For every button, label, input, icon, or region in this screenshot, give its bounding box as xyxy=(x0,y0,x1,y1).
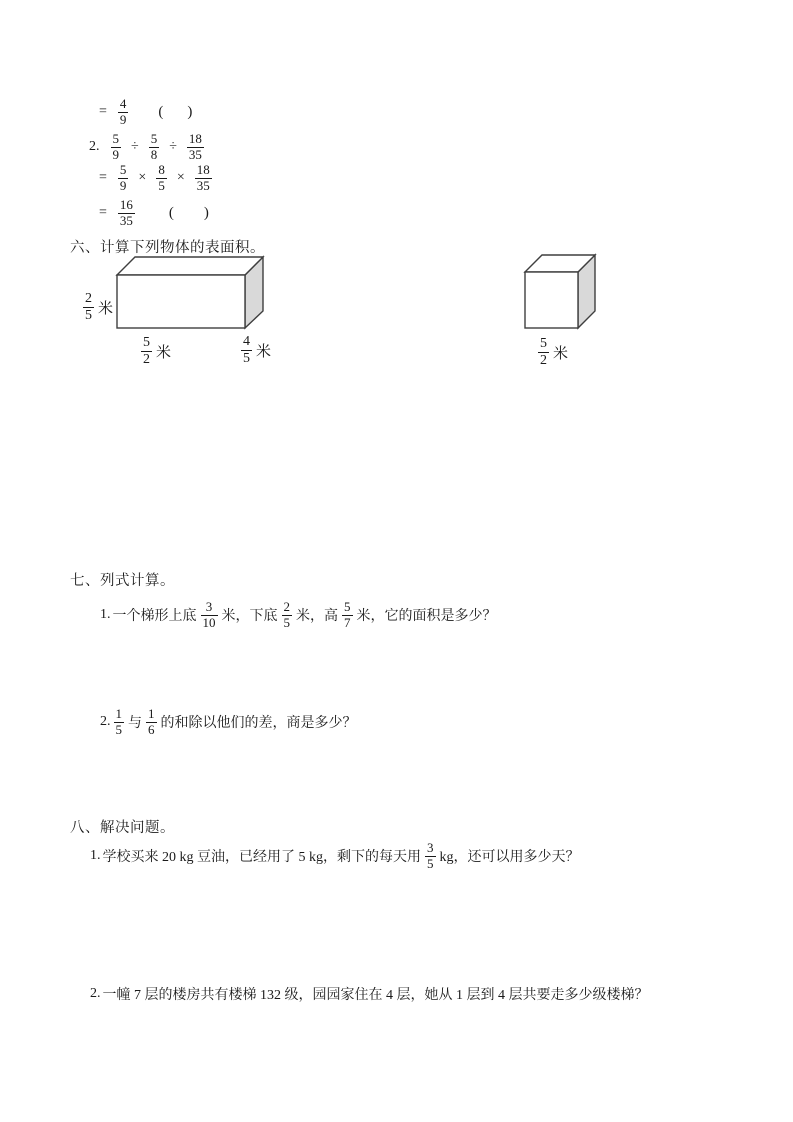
divide-sign: ÷ xyxy=(131,139,139,154)
fraction: $\frac{2}{5}$ xyxy=(283,598,290,630)
unit-label: 米 xyxy=(156,345,172,362)
fraction: $\frac{4}{9}$ xyxy=(119,95,127,127)
problem-8-1 xyxy=(90,837,580,875)
cube-figure xyxy=(518,248,603,333)
problem-text: 米，下底 xyxy=(221,609,278,624)
close-paren: ) xyxy=(203,204,209,221)
problem-text: 与 xyxy=(128,716,142,731)
fraction: $\frac{5}{9}$ xyxy=(119,161,127,193)
section-7-header: 七、列式计算。 xyxy=(70,573,175,589)
problem-text: 一幢 7 层的楼房共有楼梯 132 级，园园家住在 4 层，她从 1 层到 4 层共要走多少级楼梯？ xyxy=(102,988,649,1003)
fraction: $\frac{18}{35}$ xyxy=(188,130,202,162)
problem-text: 一个梯形上底 xyxy=(112,609,197,624)
divide-sign: ÷ xyxy=(169,139,177,154)
problem-8-2 xyxy=(90,984,649,1004)
fraction: $\frac{4}{5}$ xyxy=(243,334,250,367)
equals-sign: = xyxy=(99,205,107,220)
problem-text: 米，高 xyxy=(296,609,338,624)
fraction: $\frac{1}{5}$ xyxy=(115,705,122,737)
item-number: 2. xyxy=(90,986,101,1001)
open-paren: ( xyxy=(168,204,174,221)
math-line-problem-2 xyxy=(89,130,208,164)
fraction: $\frac{5}{7}$ xyxy=(344,598,351,630)
item-number: 1. xyxy=(100,607,111,622)
problem-text: 米，它的面积是多少？ xyxy=(356,609,497,624)
fraction: $\frac{5}{9}$ xyxy=(112,130,119,162)
multiply-sign: × xyxy=(176,170,185,185)
item-number: 2. xyxy=(89,139,100,154)
section-6-header: 六、计算下列物体的表面积。 xyxy=(70,240,265,256)
unit-label: 米 xyxy=(553,346,569,363)
multiply-sign: × xyxy=(138,170,147,185)
fraction: $\frac{5}{8}$ xyxy=(150,130,158,162)
unit-label: 米 xyxy=(98,301,114,318)
open-paren: ( xyxy=(158,103,164,120)
cuboid-front-face xyxy=(117,275,245,328)
cuboid-height-label xyxy=(82,291,113,324)
fraction: $\frac{5}{2}$ xyxy=(143,335,150,368)
fraction: $\frac{18}{35}$ xyxy=(196,161,210,193)
fraction: $\frac{8}{5}$ xyxy=(158,161,165,193)
section-8-header: 八、解决问题。 xyxy=(70,820,175,836)
cuboid-length-label xyxy=(140,335,171,368)
cuboid-width-label xyxy=(240,334,271,367)
cube-edge-label xyxy=(537,336,568,369)
fraction: $\frac{16}{35}$ xyxy=(119,196,133,228)
equals-sign: = xyxy=(99,104,107,119)
problem-text: 学校买来 20 kg 豆油，已经用了 5 kg，剩下的每天用 xyxy=(102,850,421,865)
equals-sign: = xyxy=(99,170,107,185)
cube-front-face xyxy=(525,272,578,328)
item-number: 1. xyxy=(90,848,101,863)
unit-label: 米 xyxy=(256,344,272,361)
fraction: $\frac{5}{2}$ xyxy=(540,336,547,369)
close-paren: ) xyxy=(187,103,193,120)
problem-7-2 xyxy=(100,701,357,743)
fraction: $\frac{2}{5}$ xyxy=(85,291,92,324)
item-number: 2. xyxy=(100,714,111,729)
cuboid-top-face xyxy=(117,257,263,275)
math-line-step xyxy=(99,161,216,195)
fraction: $\frac{1}{6}$ xyxy=(148,705,155,737)
math-line-result-1 xyxy=(99,96,192,128)
problem-text: kg，还可以用多少天？ xyxy=(439,850,580,865)
fraction: $\frac{3}{5}$ xyxy=(427,839,434,871)
cuboid-figure xyxy=(110,249,270,333)
problem-text: 的和除以他们的差，商是多少？ xyxy=(160,716,357,731)
fraction: $\frac{3}{10}$ xyxy=(202,598,216,630)
math-line-result-2 xyxy=(99,196,209,230)
problem-7-1 xyxy=(100,596,497,634)
